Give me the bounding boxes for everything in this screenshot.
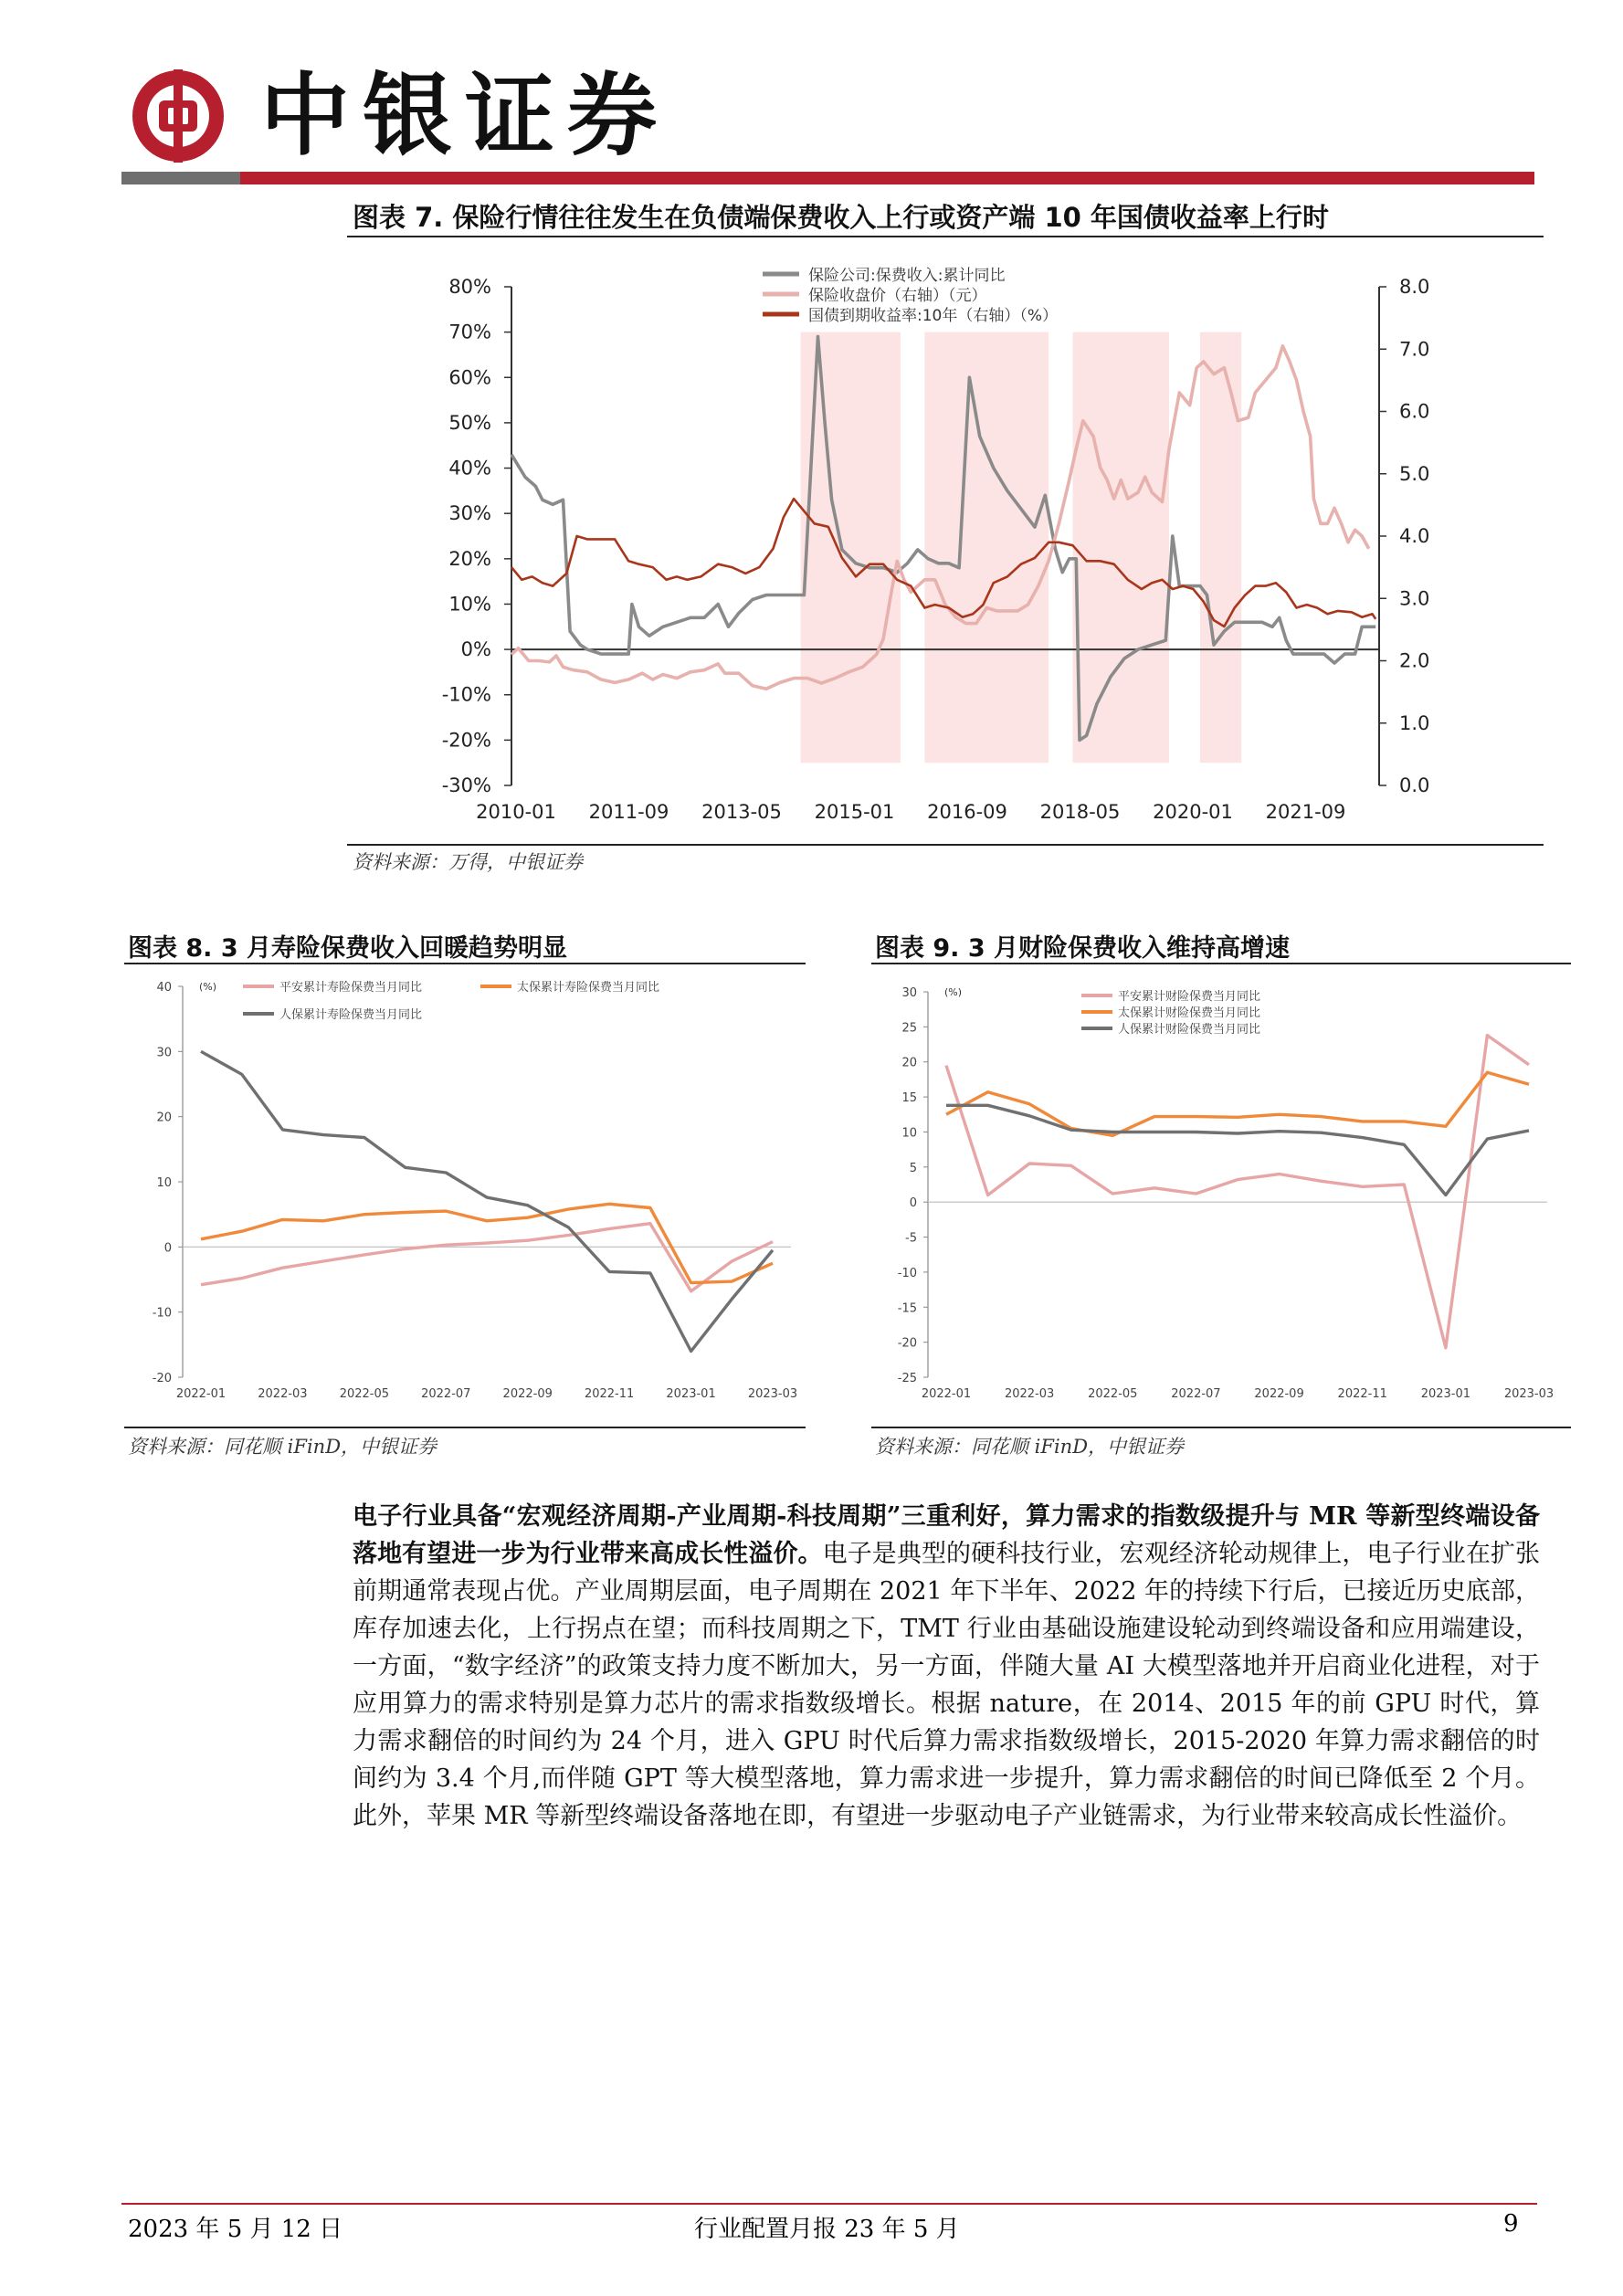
legend-label-0: 平安累计财险保费当月同比 bbox=[1118, 990, 1261, 1004]
y-tick-label: -20 bbox=[152, 1372, 172, 1385]
page-number: 9 bbox=[1503, 2210, 1519, 2238]
brand-name: 中银证券 bbox=[260, 63, 670, 168]
y-left-tick-label: 40% bbox=[448, 457, 491, 479]
body-bold-lead: 电子行业具备“宏观经济周期-产业周期-科技周期”三重利好，算力需求的指数级提升与 MR 等新型终端设备落地有望进一步为行业带来高成长性溢价。 bbox=[353, 1502, 1540, 1568]
figure-8-bottom-rule bbox=[124, 1427, 806, 1428]
shaded-period-1 bbox=[924, 332, 1049, 764]
y-left-tick-label: 80% bbox=[448, 276, 491, 298]
y-tick-label: 25 bbox=[901, 1021, 917, 1036]
figure-7-source: 资料来源：万得，中银证券 bbox=[353, 851, 583, 873]
figure-9-source: 资料来源：同花顺 iFinD，中银证券 bbox=[875, 1436, 1185, 1458]
y-tick-label: -5 bbox=[905, 1231, 917, 1246]
shaded-period-3 bbox=[1200, 332, 1241, 764]
series-line-2 bbox=[946, 1105, 1529, 1195]
company-logo-icon bbox=[128, 66, 228, 166]
x-tick-label: 2022-05 bbox=[1088, 1387, 1138, 1401]
y-tick-label: 20 bbox=[156, 1111, 172, 1125]
legend-label-2: 人保累计财险保费当月同比 bbox=[1118, 1023, 1261, 1037]
x-tick-label: 2022-03 bbox=[258, 1387, 308, 1401]
series-line-0 bbox=[201, 1224, 773, 1291]
figure-8-title: 图表 8. 3 月寿险保费收入回暖趋势明显 bbox=[128, 934, 568, 963]
y-right-tick-label: 5.0 bbox=[1399, 462, 1430, 485]
footer-report-name: 行业配置月报 23 年 5 月 bbox=[694, 2216, 960, 2243]
y-left-tick-label: 50% bbox=[448, 411, 491, 434]
legend-label-1: 太保累计寿险保费当月同比 bbox=[517, 981, 660, 995]
x-tick-label: 2022-09 bbox=[502, 1387, 553, 1401]
figure-7-title: 图表 7. 保险行情往往发生在负债端保费收入上行或资产端 10 年国债收益率上行时 bbox=[353, 202, 1329, 233]
x-tick-label: 2018-05 bbox=[1039, 801, 1121, 823]
figure-9-top-rule bbox=[871, 963, 1571, 964]
series-line-2 bbox=[201, 1051, 773, 1351]
y-tick-label: 15 bbox=[901, 1091, 917, 1106]
x-tick-label: 2020-01 bbox=[1153, 801, 1233, 823]
x-tick-label: 2022-01 bbox=[921, 1387, 972, 1401]
y-tick-label: -10 bbox=[897, 1266, 917, 1280]
x-tick-label: 2010-01 bbox=[476, 801, 556, 823]
y-right-tick-label: 6.0 bbox=[1399, 400, 1430, 423]
x-tick-label: 2023-03 bbox=[747, 1387, 798, 1401]
y-tick-label: 30 bbox=[901, 986, 917, 1000]
x-tick-label: 2015-01 bbox=[814, 801, 895, 823]
y-right-tick-label: 2.0 bbox=[1399, 649, 1430, 672]
y-right-tick-label: 3.0 bbox=[1399, 587, 1430, 610]
x-tick-label: 2011-09 bbox=[588, 801, 669, 823]
x-tick-label: 2023-03 bbox=[1503, 1387, 1554, 1401]
y-right-tick-label: 7.0 bbox=[1399, 338, 1430, 361]
x-tick-label: 2013-05 bbox=[701, 801, 782, 823]
body-paragraph bbox=[353, 1498, 1540, 1835]
body-text: 电子是典型的硬科技行业，宏观经济轮动规律上，电子行业在扩张前期通常表现占优。产业周期层面，电子周期在 2021 年下半年、2022 年的持续下行后，已接近历史底部，库存加速去化，上行拐点在望；而科技周期之下，TMT 行业由基础设施建设轮动到终端设备和应用端建设，一方面，“数字经济”的政策支持力度不断加大，另一方面，伴随大量 AI 大模型落地并开启商业化进程，对于应用算力的需求特别是算力芯片的需求指数级增长。根据 nature，在 2014、2015 年的前 GPU 时代，算力需求翻倍的时间约为 24 个月，进入 GPU 时代后算力需求指数级增长，2015-2020 年算力需求翻倍的时间约为 3.4 个月,而伴随 GPT 等大模型落地，算力需求进一步提升，算力需求翻倍的时间已降低至 2 个月。此外，苹果 MR 等新型终端设备落地在即，有望进一步驱动电子产业链需求，为行业带来较高成长性溢价。 bbox=[353, 1540, 1541, 1830]
x-tick-label: 2022-03 bbox=[1004, 1387, 1055, 1401]
x-tick-label: 2022-09 bbox=[1254, 1387, 1304, 1401]
y-left-tick-label: -20% bbox=[441, 729, 491, 752]
y-left-tick-label: 70% bbox=[448, 321, 491, 343]
legend-label-2: 国债到期收益率:10年（右轴）（%） bbox=[808, 307, 1059, 325]
y-right-tick-label: 4.0 bbox=[1399, 525, 1430, 547]
y-right-tick-label: 0.0 bbox=[1399, 774, 1430, 796]
y-tick-label: 10 bbox=[901, 1126, 917, 1141]
x-tick-label: 2022-07 bbox=[1171, 1387, 1221, 1401]
y-left-tick-label: 20% bbox=[448, 547, 491, 570]
unit-label: (%) bbox=[199, 981, 217, 993]
y-left-tick-label: 0% bbox=[460, 638, 491, 661]
legend-label-1: 太保累计财险保费当月同比 bbox=[1118, 1006, 1261, 1020]
x-tick-label: 2022-11 bbox=[1337, 1387, 1387, 1401]
figure-8-source: 资料来源：同花顺 iFinD，中银证券 bbox=[128, 1436, 437, 1458]
header-bar-red bbox=[240, 172, 1534, 184]
figure-7-chart bbox=[347, 239, 1544, 842]
y-left-tick-label: 60% bbox=[448, 366, 491, 389]
y-left-tick-label: 10% bbox=[448, 593, 491, 616]
x-tick-label: 2023-01 bbox=[1420, 1387, 1471, 1401]
y-tick-label: -25 bbox=[897, 1372, 917, 1385]
figure-7-bottom-rule bbox=[347, 844, 1544, 846]
y-tick-label: -15 bbox=[897, 1301, 917, 1316]
y-left-tick-label: -10% bbox=[441, 683, 491, 706]
x-tick-label: 2022-01 bbox=[175, 1387, 227, 1401]
series-line-1 bbox=[946, 1072, 1529, 1135]
shaded-period-2 bbox=[1072, 332, 1169, 764]
figure-8-chart bbox=[124, 966, 806, 1425]
y-tick-label: -10 bbox=[152, 1306, 172, 1321]
y-right-tick-label: 1.0 bbox=[1399, 711, 1430, 734]
y-tick-label: 30 bbox=[156, 1046, 172, 1060]
footer-date: 2023 年 5 月 12 日 bbox=[128, 2216, 343, 2243]
figure-9-chart bbox=[871, 966, 1571, 1425]
legend-label-0: 平安累计寿险保费当月同比 bbox=[279, 981, 423, 995]
y-right-tick-label: 8.0 bbox=[1399, 276, 1430, 298]
x-tick-label: 2022-07 bbox=[421, 1387, 471, 1401]
y-tick-label: -20 bbox=[897, 1336, 917, 1351]
y-tick-label: 10 bbox=[156, 1176, 172, 1190]
figure-9-bottom-rule bbox=[871, 1427, 1571, 1428]
figure-7-top-rule bbox=[347, 236, 1544, 237]
figure-9-title: 图表 9. 3 月财险保费收入维持高增速 bbox=[875, 934, 1291, 963]
legend-label-1: 保险收盘价（右轴）（元） bbox=[808, 287, 987, 305]
x-tick-label: 2022-05 bbox=[339, 1387, 390, 1401]
legend-label-0: 保险公司:保费收入:累计同比 bbox=[808, 267, 1006, 285]
unit-label: (%) bbox=[944, 986, 963, 998]
x-tick-label: 2021-09 bbox=[1265, 801, 1346, 823]
y-tick-label: 0 bbox=[909, 1196, 917, 1211]
x-tick-label: 2016-09 bbox=[927, 801, 1007, 823]
y-tick-label: 5 bbox=[909, 1161, 917, 1175]
y-tick-label: 20 bbox=[901, 1056, 917, 1070]
y-tick-label: 40 bbox=[156, 981, 172, 995]
header-bar-gray bbox=[121, 172, 240, 184]
footer-rule bbox=[121, 2203, 1537, 2205]
x-tick-label: 2023-01 bbox=[666, 1387, 716, 1401]
figure-8-top-rule bbox=[124, 963, 806, 964]
x-tick-label: 2022-11 bbox=[584, 1387, 635, 1401]
y-left-tick-label: 30% bbox=[448, 502, 491, 525]
legend-label-2: 人保累计寿险保费当月同比 bbox=[279, 1008, 423, 1022]
y-tick-label: 0 bbox=[163, 1241, 172, 1256]
y-left-tick-label: -30% bbox=[441, 774, 491, 796]
